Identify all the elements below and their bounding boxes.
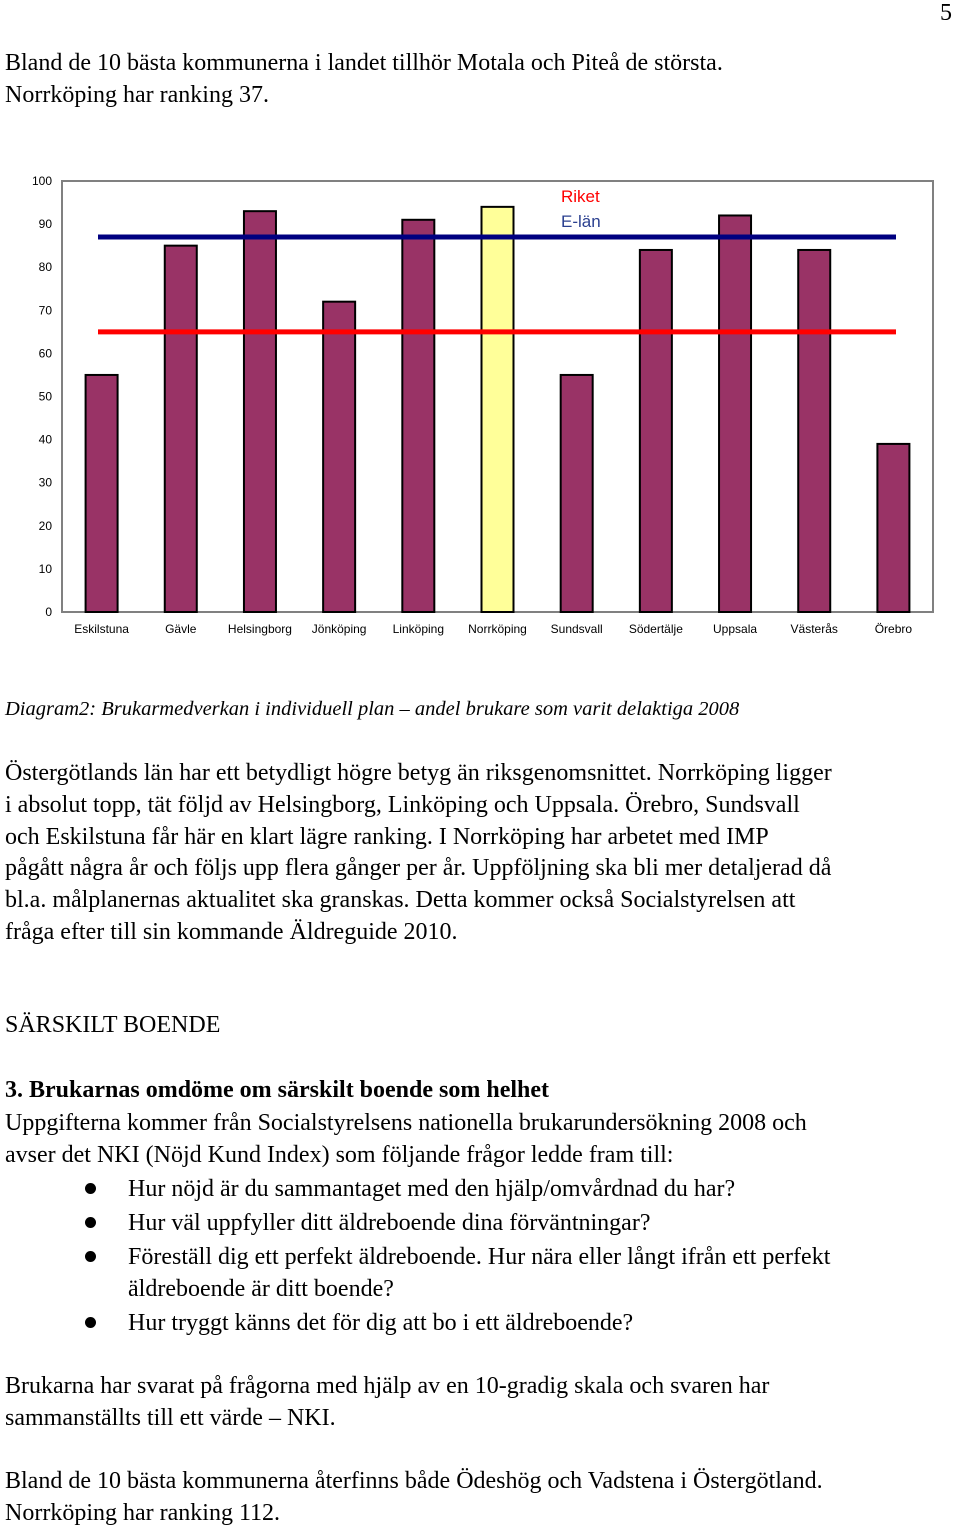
bullet-text: Hur väl uppfyller ditt äldreboende dina förväntningar? — [128, 1210, 651, 1236]
y-tick-label: 60 — [38, 346, 52, 361]
intro-line-2: Norrköping har ranking 37. — [5, 82, 269, 108]
bar — [719, 215, 751, 612]
x-tick-label: Eskilstuna — [74, 622, 129, 636]
x-tick-label: Gävle — [165, 622, 197, 636]
bullet-text: Hur nöjd är du sammantaget med den hjälp/omvårdnad du har? — [128, 1176, 736, 1202]
x-tick-label: Västerås — [790, 622, 838, 636]
chart-caption: Diagram2: Brukarmedverkan i individuell plan – andel brukare som varit delaktiga 2008 — [5, 698, 740, 720]
x-tick-label: Uppsala — [713, 622, 758, 636]
paragraph-2-line: Uppgifterna kommer från Socialstyrelsens nationella brukarundersökning 2008 och — [5, 1110, 807, 1136]
x-tick-label: Örebro — [874, 622, 913, 636]
paragraph-1-line: bl.a. målplanernas aktualitet ska granskas. Detta kommer också Socialstyrelsen att — [5, 887, 796, 914]
bullet-dot-icon — [85, 1317, 96, 1328]
bullet-item — [0, 1241, 948, 1305]
y-tick-label: 0 — [45, 605, 52, 619]
bullet-text: Hur tryggt känns det för dig att bo i ett äldreboende? — [128, 1310, 634, 1336]
y-tick-label: 40 — [38, 432, 52, 447]
bar-chart — [0, 165, 960, 645]
paragraph-1-line: pågått några år och följs upp flera gånger per år. Uppföljning ska bli mer detaljerad då — [5, 855, 832, 882]
paragraph-3-line: Brukarna har svarat på frågorna med hjälp av en 10-gradig skala och svaren har — [5, 1373, 770, 1399]
paragraph-1-line: Östergötlands län har ett betydligt högre betyg än riksgenomsnittet. Norrköping ligger — [5, 760, 832, 786]
paragraph-2-line: avser det NKI (Nöjd Kund Index) som följande frågor ledde fram till: — [5, 1141, 674, 1168]
x-tick-label: Jönköping — [311, 622, 367, 636]
legend-label: Riket — [561, 187, 600, 206]
y-tick-label: 90 — [38, 217, 52, 232]
y-tick-label: 70 — [38, 303, 52, 318]
bar — [798, 250, 830, 612]
y-tick-label: 100 — [31, 174, 52, 188]
bullet-item — [0, 1173, 948, 1205]
question-list — [0, 1173, 960, 1341]
bar — [323, 302, 355, 612]
bar — [402, 220, 434, 612]
paragraph-4-line: Norrköping har ranking 112. — [5, 1499, 281, 1526]
y-tick-label: 50 — [38, 389, 52, 404]
x-tick-label: Södertälje — [628, 622, 683, 636]
bar — [482, 207, 514, 612]
bullet-item — [0, 1307, 948, 1339]
x-tick-label: Linköping — [392, 622, 445, 636]
bullet-text: Föreställ dig ett perfekt äldreboende. Hur nära eller långt ifrån ett perfekt äldreboende är ditt boende? — [128, 1244, 831, 1302]
intro-line-1: Bland de 10 bästa kommunerna i landet tillhör Motala och Piteå de största. — [5, 50, 723, 76]
x-tick-label: Sundsvall — [550, 622, 603, 636]
y-tick-label: 20 — [38, 518, 52, 533]
bullet-dot-icon — [85, 1183, 96, 1194]
legend-label: E-län — [561, 212, 601, 231]
bar — [561, 375, 593, 612]
paragraph-1-line: fråga efter till sin kommande Äldreguide 2010. — [5, 919, 458, 945]
bar — [165, 246, 197, 612]
y-tick-label: 80 — [38, 260, 52, 275]
bar — [244, 211, 276, 612]
paragraph-4-line: Bland de 10 bästa kommunerna återfinns både Ödeshög och Vadstena i Östergötland. — [5, 1468, 823, 1494]
paragraph-3-line: sammanställts till ett värde – NKI. — [5, 1404, 336, 1431]
bullet-dot-icon — [85, 1217, 96, 1228]
x-tick-label: Norrköping — [468, 622, 527, 636]
paragraph-1-line: och Eskilstuna får här en klart lägre ranking. I Norrköping har arbetet med IMP — [5, 823, 769, 850]
bar — [877, 444, 909, 612]
y-tick-label: 30 — [38, 475, 52, 490]
bullet-dot-icon — [85, 1251, 96, 1262]
x-tick-label: Helsingborg — [227, 622, 292, 636]
page-number: 5 — [940, 0, 952, 26]
paragraph-1-line: i absolut topp, tät följd av Helsingborg, Linköping och Uppsala. Örebro, Sundsvall — [5, 791, 800, 818]
subheading: 3. Brukarnas omdöme om särskilt boende som helhet — [5, 1077, 550, 1103]
section-heading: SÄRSKILT BOENDE — [5, 1012, 221, 1038]
y-tick-label: 10 — [38, 561, 52, 576]
bar — [86, 375, 118, 612]
bar — [640, 250, 672, 612]
chart-svg — [0, 165, 960, 645]
bullet-item — [0, 1207, 948, 1239]
